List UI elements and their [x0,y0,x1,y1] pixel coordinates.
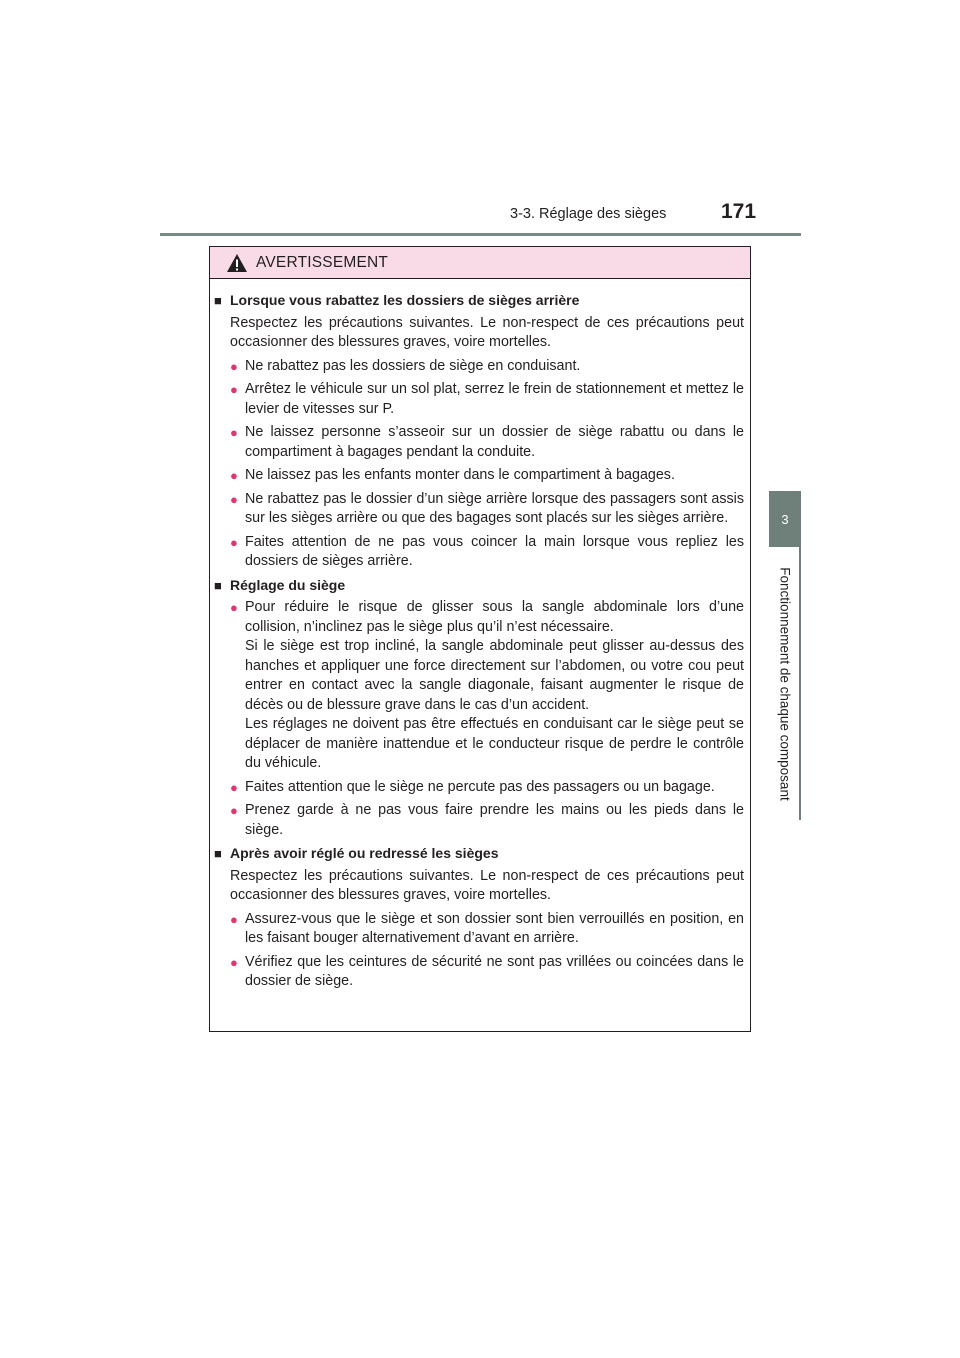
bullet-paragraph: Arrêtez le véhicule sur un sol plat, serrez le frein de stationnement et mettez le levier de vitesses sur P. [245,381,744,417]
bullet-text [245,801,744,840]
bullet-item [230,778,744,798]
bullet-item [230,490,744,529]
chapter-title: Fonctionnement de chaque composant [777,567,793,801]
warning-section [214,576,744,841]
bullet-text [245,357,744,377]
section-intro: Respectez les précautions suivantes. Le non-respect de ces précautions peut occasionner des blessures graves, voire mortelles. [230,867,744,903]
square-bullet-icon: ■ [214,846,222,861]
warning-title: AVERTISSEMENT [256,253,389,271]
bullet-dot-icon: ● [230,382,238,397]
bullet-text [245,778,744,798]
bullet-paragraph: Ne laissez personne s’asseoir sur un dossier de siège rabattu ou dans le compartiment à bagages pendant la conduite. [245,424,744,460]
bullet-text [245,598,744,774]
section-heading-text: Après avoir réglé ou redressé les sièges [230,845,499,861]
bullet-text [245,490,744,529]
square-bullet-icon: ■ [214,577,222,593]
bullet-dot-icon: ● [230,911,238,927]
warning-section [214,291,744,572]
bullet-item [230,953,744,992]
bullet-paragraph: Ne laissez pas les enfants monter dans le compartiment à bagages. [245,467,675,483]
bullet-text [245,423,744,462]
bullet-paragraph: Si le siège est trop incliné, la sangle abdominale peut glisser au-dessus des hanches et appliquer une force directement sur l’abdomen, ou votre cou peut entrer en contact avec la sangle diagonale, faisant augmenter le risque de décès ou de blessure grave dans le cas d’un accident. [245,638,744,713]
bullet-paragraph: Ne rabattez pas les dossiers de siège en conduisant. [245,357,581,374]
square-bullet-icon: ■ [214,293,222,308]
bullet-dot-icon: ● [230,779,238,795]
chapter-tab-line [799,547,801,820]
bullet-item [230,598,744,774]
bullet-item [230,801,744,840]
section-intro: Respectez les précautions suivantes. Le non-respect de ces précautions peut occasionner des blessures graves, voire mortelles. [230,314,744,350]
bullet-text [245,533,744,572]
section-heading [214,576,744,596]
bullet-dot-icon: ● [230,954,238,970]
bullet-item [230,357,744,377]
warning-triangle-icon [226,253,248,273]
header-section-title: 3-3. Réglage des sièges [510,206,667,222]
bullet-paragraph: Faites attention que le siège ne percute pas des passagers ou un bagage. [245,778,715,795]
section-heading-text: Lorsque vous rabattez les dossiers de sièges arrière [230,292,580,308]
bullet-dot-icon: ● [230,534,238,550]
bullet-text [245,910,744,949]
chapter-tab: 3 [769,491,801,547]
header-rule [160,233,801,236]
warning-box [209,246,751,1032]
bullet-text [245,953,744,992]
bullet-item [230,466,744,486]
bullet-text [245,380,744,419]
warning-section [214,844,744,992]
section-heading [214,291,744,311]
section-heading-text: Réglage du siège [230,576,346,593]
bullet-paragraph: Pour réduire le risque de glisser sous la sangle abdominale lors d’une collision, n’inclinez pas le siège plus qu’il n’est nécessaire. [245,599,744,635]
bullet-dot-icon: ● [230,358,238,374]
bullet-item [230,910,744,949]
bullet-dot-icon: ● [230,803,238,818]
bullet-paragraph: Ne rabattez pas le dossier d’un siège arrière lorsque des passagers sont assis sur les sièges arrière ou que des bagages sont placés sur les sièges arrière. [245,490,744,526]
warning-header [210,247,750,279]
bullet-dot-icon: ● [230,425,238,440]
bullet-dot-icon: ● [230,600,238,615]
bullet-item [230,423,744,462]
page-number: 171 [721,200,757,223]
bullet-text [245,466,744,486]
bullet-paragraph: Faites attention de ne pas vous coincer la main lorsque vous repliez les dossiers de sièges arrière. [245,533,744,569]
bullet-paragraph: Prenez garde à ne pas vous faire prendre les mains ou les pieds dans le siège. [245,802,744,838]
bullet-item [230,533,744,572]
bullet-paragraph: Les réglages ne doivent pas être effectués en conduisant car le siège peut se déplacer de manière inattendue et le conducteur risque de perdre le contrôle du véhicule. [245,716,744,771]
bullet-paragraph: Vérifiez que les ceintures de sécurité ne sont pas vrillées ou coincées dans le dossier de siège. [245,953,744,989]
section-heading [214,844,744,864]
bullet-item [230,380,744,419]
bullet-dot-icon: ● [230,468,238,483]
warning-body [210,279,750,992]
bullet-dot-icon: ● [230,491,238,507]
bullet-paragraph: Assurez-vous que le siège et son dossier sont bien verrouillés en position, en les faisant bouger alternativement d’avant en arrière. [245,910,744,946]
